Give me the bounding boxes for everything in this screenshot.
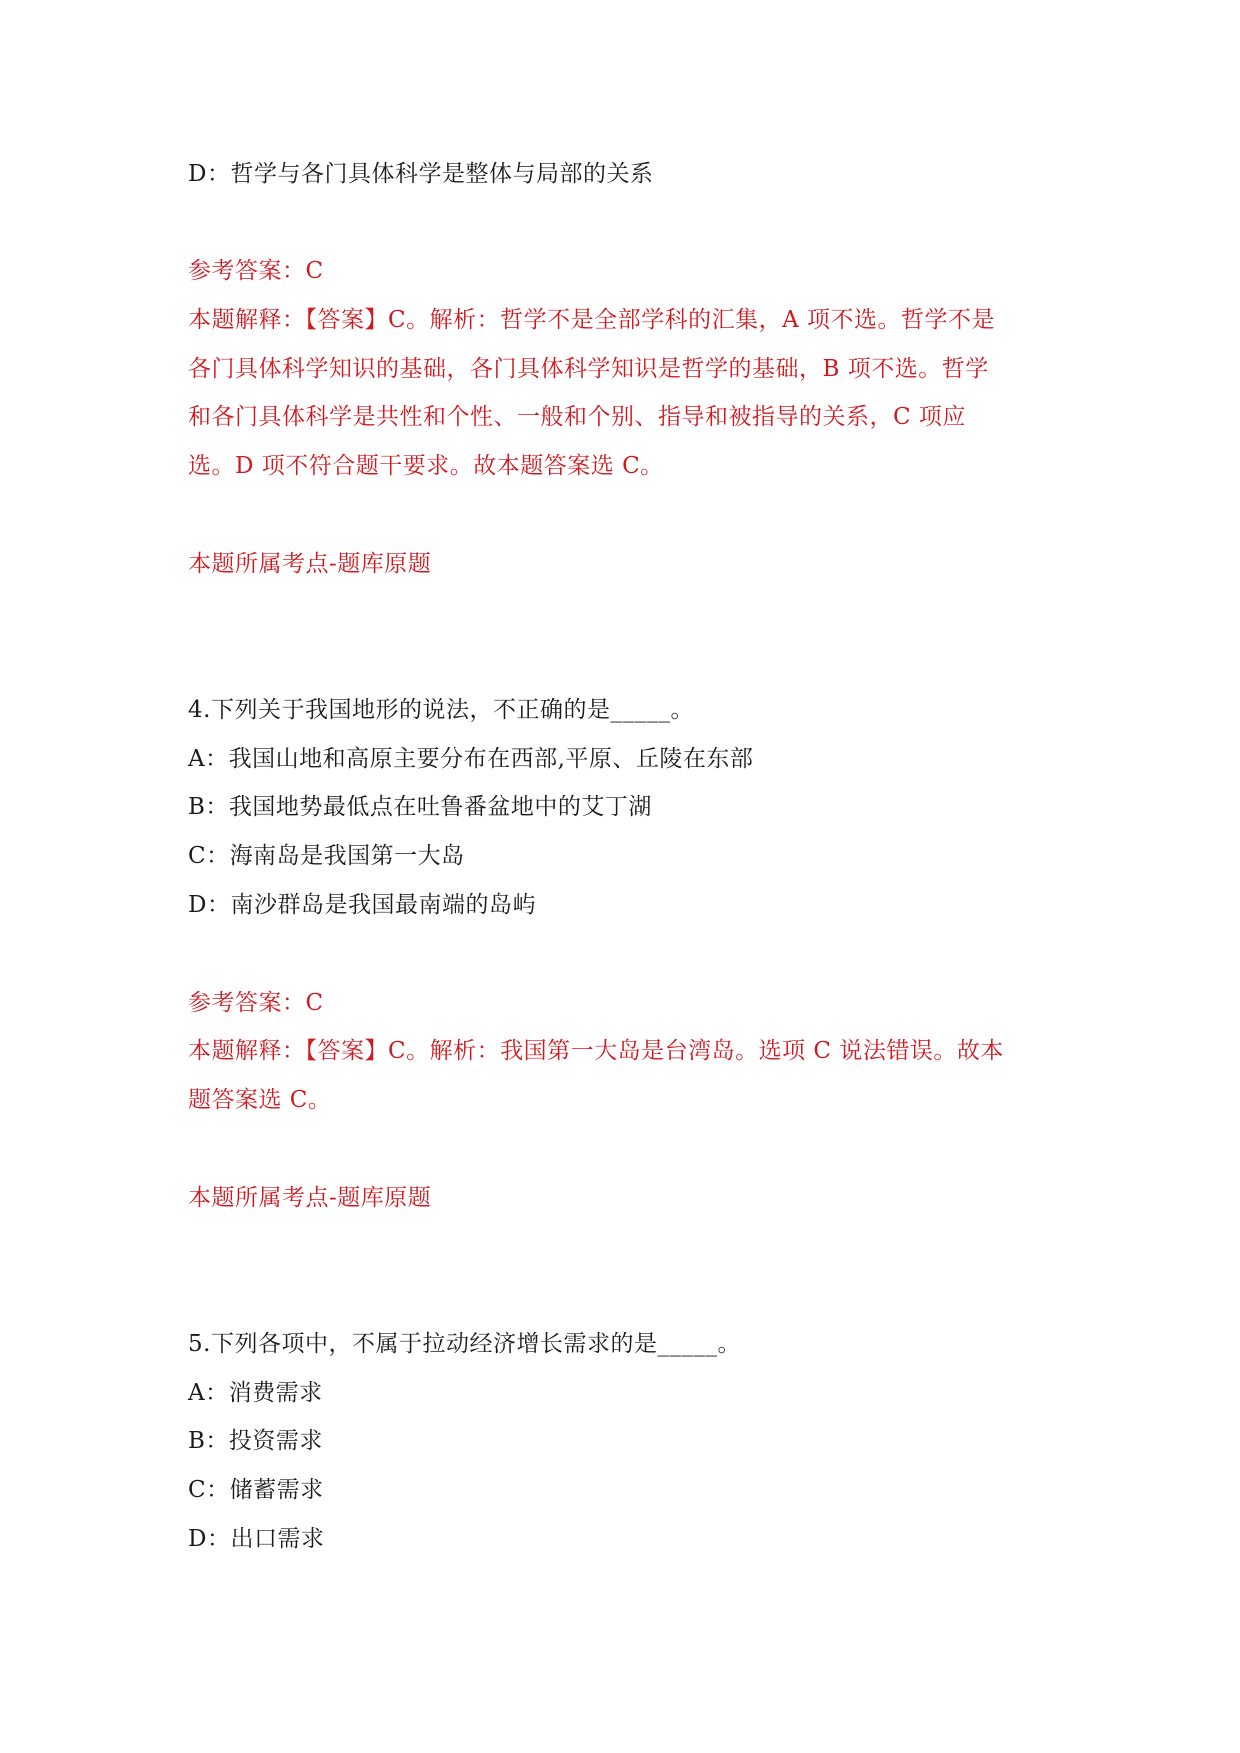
question-4-option-d: D：南沙群岛是我国最南端的岛屿 — [188, 892, 536, 918]
question-4-option-a: A：我国山地和高原主要分布在西部,平原、丘陵在东部 — [188, 746, 754, 772]
question-4-source: 本题所属考点-题库原题 — [188, 1185, 432, 1211]
prev-question-source: 本题所属考点-题库原题 — [188, 551, 432, 577]
question-4-explanation-line-2: 题答案选 C。 — [188, 1087, 332, 1113]
question-5-option-c: C：储蓄需求 — [188, 1477, 324, 1503]
question-4-explanation-line-1: 本题解释：【答案】C。解析：我国第一大岛是台湾岛。选项 C 说法错误。故本 — [188, 1038, 1004, 1064]
question-5-option-a: A：消费需求 — [188, 1380, 323, 1406]
question-5-option-b: B：投资需求 — [188, 1428, 323, 1454]
question-4-answer: 参考答案：C — [188, 990, 324, 1016]
prev-question-explanation-line-3: 和各门具体科学是共性和个性、一般和个别、指导和被指导的关系，C 项应 — [188, 404, 966, 430]
prev-question-explanation-line-1: 本题解释：【答案】C。解析：哲学不是全部学科的汇集，A 项不选。哲学不是 — [188, 307, 996, 333]
prev-question-answer: 参考答案：C — [188, 258, 324, 284]
question-4-stem: 4.下列关于我国地形的说法，不正确的是_____。 — [188, 697, 694, 723]
question-4-option-c: C：海南岛是我国第一大岛 — [188, 843, 465, 869]
prev-question-explanation-line-2: 各门具体科学知识的基础，各门具体科学知识是哲学的基础，B 项不选。哲学 — [188, 356, 989, 382]
prev-question-explanation-line-4: 选。D 项不符合题干要求。故本题答案选 C。 — [188, 453, 664, 479]
question-5-option-d: D：出口需求 — [188, 1526, 325, 1552]
question-4-option-b: B：我国地势最低点在吐鲁番盆地中的艾丁湖 — [188, 794, 652, 820]
prev-question-option-d: D：哲学与各门具体科学是整体与局部的关系 — [188, 161, 654, 187]
question-5-stem: 5.下列各项中，不属于拉动经济增长需求的是_____。 — [188, 1331, 741, 1357]
